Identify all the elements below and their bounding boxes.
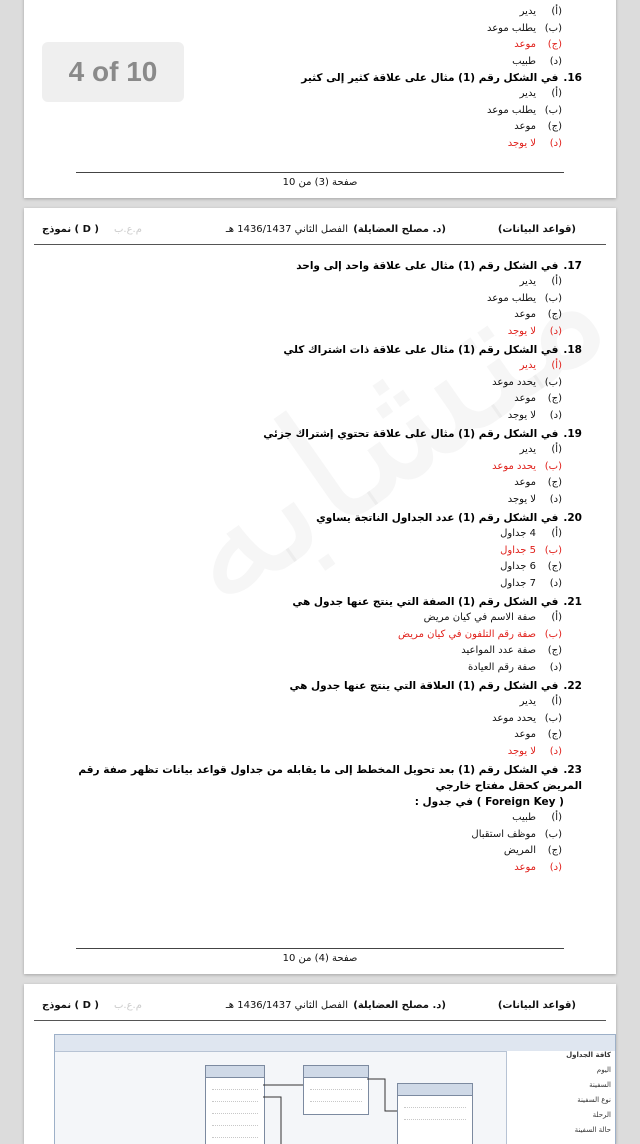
option-letter: (ب) <box>544 22 562 34</box>
answer-option <box>62 810 582 827</box>
option-text: يدير <box>519 6 536 17</box>
option-letter: (ب) <box>544 544 562 556</box>
option-text: موعد <box>514 309 536 320</box>
option-text: يدير <box>519 360 536 371</box>
option-text: يطلب موعد <box>486 292 536 304</box>
answer-option <box>62 576 582 593</box>
option-letter: (ج) <box>547 845 562 856</box>
header-form: نموذج ( D ) <box>42 1000 99 1011</box>
answer-option <box>62 711 582 728</box>
nav-item: اليوم <box>596 1066 611 1074</box>
question-number: 17. <box>563 260 582 272</box>
header-teacher: (د. مصلح العضايلة) <box>353 224 446 235</box>
header-form: نموذج ( D ) <box>42 224 99 235</box>
option-letter: (ج) <box>547 729 562 740</box>
answer-option <box>62 358 582 375</box>
answer-option <box>62 827 582 844</box>
option-text: لا يوجد <box>507 137 536 149</box>
option-letter: (أ) <box>551 444 562 455</box>
page-footer: صفحة (3) من 10 <box>76 172 564 195</box>
option-letter: (د) <box>549 493 562 505</box>
option-text: 7 جداول <box>500 577 536 589</box>
option-text: لا يوجد <box>507 409 536 421</box>
header-faded-mark: م.ع.ب <box>114 1000 142 1011</box>
option-letter: (د) <box>549 325 562 337</box>
answer-option <box>62 442 582 459</box>
option-text: موعد <box>514 121 536 132</box>
answer-option <box>62 291 582 308</box>
answer-option <box>62 375 582 392</box>
question-text: 20.في الشكل رقم (1) عدد الجداول الناتجة يساوي <box>316 512 582 524</box>
document-page-5 <box>24 984 616 1144</box>
option-letter: (ج) <box>547 561 562 572</box>
option-letter: (ج) <box>547 477 562 488</box>
answer-option <box>62 660 582 677</box>
answer-option <box>62 274 582 291</box>
answer-option <box>62 727 582 744</box>
option-text: لا يوجد <box>507 493 536 505</box>
option-text: طبيب <box>512 55 536 67</box>
question-21 <box>62 594 582 676</box>
option-letter: (أ) <box>551 88 562 99</box>
option-letter: (ب) <box>544 376 562 388</box>
page-counter-badge: 4 of 10 <box>42 42 184 102</box>
option-text: يطلب موعد <box>486 104 536 116</box>
option-text: يطلب موعد <box>486 22 536 34</box>
header-course: (قواعد البيانات) <box>497 224 576 235</box>
option-text: صفة رقم التلفون في كيان مريض <box>398 628 536 640</box>
question-number: 16. <box>563 72 582 84</box>
answer-option <box>62 103 582 120</box>
option-letter: (د) <box>549 137 562 149</box>
answer-option <box>62 610 582 627</box>
option-text: يحدد موعد <box>492 712 536 724</box>
option-letter: (أ) <box>551 6 562 17</box>
answer-option <box>62 843 582 860</box>
option-letter: (ب) <box>544 460 562 472</box>
answer-option <box>62 526 582 543</box>
header-semester: الفصل الثاني 1436/1437 هـ <box>225 1000 348 1011</box>
header-course: (قواعد البيانات) <box>497 1000 576 1011</box>
option-text: موعد <box>514 393 536 404</box>
option-letter: (ج) <box>547 393 562 404</box>
option-text: يدير <box>519 444 536 455</box>
option-text: صفة عدد المواعيد <box>461 645 536 656</box>
option-letter: (د) <box>549 661 562 673</box>
question-18 <box>62 342 582 424</box>
question-17 <box>62 258 582 340</box>
option-text: يحدد موعد <box>492 376 536 388</box>
option-letter: (ب) <box>544 628 562 640</box>
page-header <box>34 218 606 245</box>
question-text: 19.في الشكل رقم (1) مثال على علاقة تحتوي إشتراك جزئي <box>263 428 582 440</box>
option-text: صفة رقم العيادة <box>468 661 536 673</box>
answer-option <box>62 559 582 576</box>
question-number: 18. <box>563 344 582 356</box>
option-text: موعد <box>514 39 536 50</box>
header-semester: الفصل الثاني 1436/1437 هـ <box>225 224 348 235</box>
option-text: صفة الاسم في كيان مريض <box>423 612 536 623</box>
option-text: يدير <box>519 88 536 99</box>
option-text: موعد <box>514 729 536 740</box>
option-letter: (أ) <box>551 528 562 539</box>
nav-item: حالة السفينة <box>574 1126 611 1134</box>
option-letter: (أ) <box>551 812 562 823</box>
question-text: ( Foreign Key ) في جدول : <box>414 796 564 808</box>
option-letter: (ب) <box>544 712 562 724</box>
figure-database-screenshot <box>54 1034 616 1144</box>
option-text: 4 جداول <box>500 528 536 539</box>
option-text: موعد <box>514 861 536 873</box>
document-page-4 <box>24 208 616 974</box>
option-letter: (د) <box>549 861 562 873</box>
answer-option <box>62 627 582 644</box>
question-text: 21.في الشكل رقم (1) الصفة التي ينتج عنها جدول هي <box>292 596 582 608</box>
answer-option <box>62 307 582 324</box>
question-22 <box>62 678 582 760</box>
option-letter: (ب) <box>544 104 562 116</box>
option-letter: (ج) <box>547 645 562 656</box>
question-number: 22. <box>563 680 582 692</box>
answer-option <box>62 4 582 21</box>
nav-item: الرحلة <box>592 1111 611 1119</box>
question-text: 23.في الشكل رقم (1) بعد تحويل المخطط إلى ما يقابله من جداول قواعد بيانات تظهر صفة رقم المريض كحقل مفتاح خارجي <box>78 764 582 792</box>
option-text: 6 جداول <box>500 561 536 572</box>
question-text: 18.في الشكل رقم (1) مثال على علاقة ذات اشتراك كلي <box>283 344 582 356</box>
answer-option <box>62 860 582 877</box>
option-text: المريض <box>503 845 536 856</box>
option-letter: (د) <box>549 577 562 589</box>
option-text: 5 جداول <box>500 544 536 556</box>
option-letter: (ب) <box>544 828 562 840</box>
header-teacher: (د. مصلح العضايلة) <box>353 1000 446 1011</box>
answer-option <box>62 492 582 509</box>
question-number: 21. <box>563 596 582 608</box>
option-letter: (أ) <box>551 696 562 707</box>
nav-item: نوع السفينة <box>577 1096 611 1104</box>
question-number: 20. <box>563 512 582 524</box>
answer-option <box>62 119 582 136</box>
option-letter: (د) <box>549 409 562 421</box>
option-letter: (د) <box>549 745 562 757</box>
question-text: في الشكل رقم (1) مثال على علاقة كثير إلى كثير <box>301 72 559 84</box>
question-text: 17.في الشكل رقم (1) مثال على علاقة واحد إلى واحد <box>296 260 582 272</box>
option-text: موظف استقبال <box>471 828 536 840</box>
question-number: 19. <box>563 428 582 440</box>
page-footer: صفحة (4) من 10 <box>76 948 564 971</box>
option-text: لا يوجد <box>507 325 536 337</box>
answer-option <box>62 459 582 476</box>
page-header <box>34 994 606 1021</box>
question-19 <box>62 426 582 508</box>
option-letter: (أ) <box>551 612 562 623</box>
answer-option <box>62 643 582 660</box>
nav-pane-title: كافة الجداول <box>566 1051 611 1059</box>
option-letter: (ب) <box>544 292 562 304</box>
answer-option <box>62 475 582 492</box>
question-text: 22.في الشكل رقم (1) العلاقة التي ينتج عنها جدول هي <box>289 680 582 692</box>
answer-option <box>62 744 582 761</box>
question-number: 23. <box>563 764 582 776</box>
answer-option <box>62 694 582 711</box>
option-letter: (ج) <box>547 121 562 132</box>
option-letter: (د) <box>549 55 562 67</box>
option-text: يدير <box>519 276 536 287</box>
answer-option <box>62 324 582 341</box>
option-text: موعد <box>514 477 536 488</box>
option-letter: (أ) <box>551 360 562 371</box>
figure-relationship-lines <box>55 1035 615 1144</box>
option-text: لا يوجد <box>507 745 536 757</box>
answer-option <box>62 543 582 560</box>
option-letter: (ج) <box>547 309 562 320</box>
answer-option <box>62 21 582 38</box>
option-letter: (ج) <box>547 39 562 50</box>
option-text: طبيب <box>512 812 536 823</box>
option-text: يحدد موعد <box>492 460 536 472</box>
header-faded-mark: م.ع.ب <box>114 224 142 235</box>
answer-option <box>62 408 582 425</box>
nav-item: السفينة <box>589 1081 611 1089</box>
answer-option <box>62 391 582 408</box>
option-text: يدير <box>519 696 536 707</box>
question-23 <box>62 762 582 876</box>
answer-option <box>62 136 582 153</box>
option-letter: (أ) <box>551 276 562 287</box>
question-20 <box>62 510 582 592</box>
